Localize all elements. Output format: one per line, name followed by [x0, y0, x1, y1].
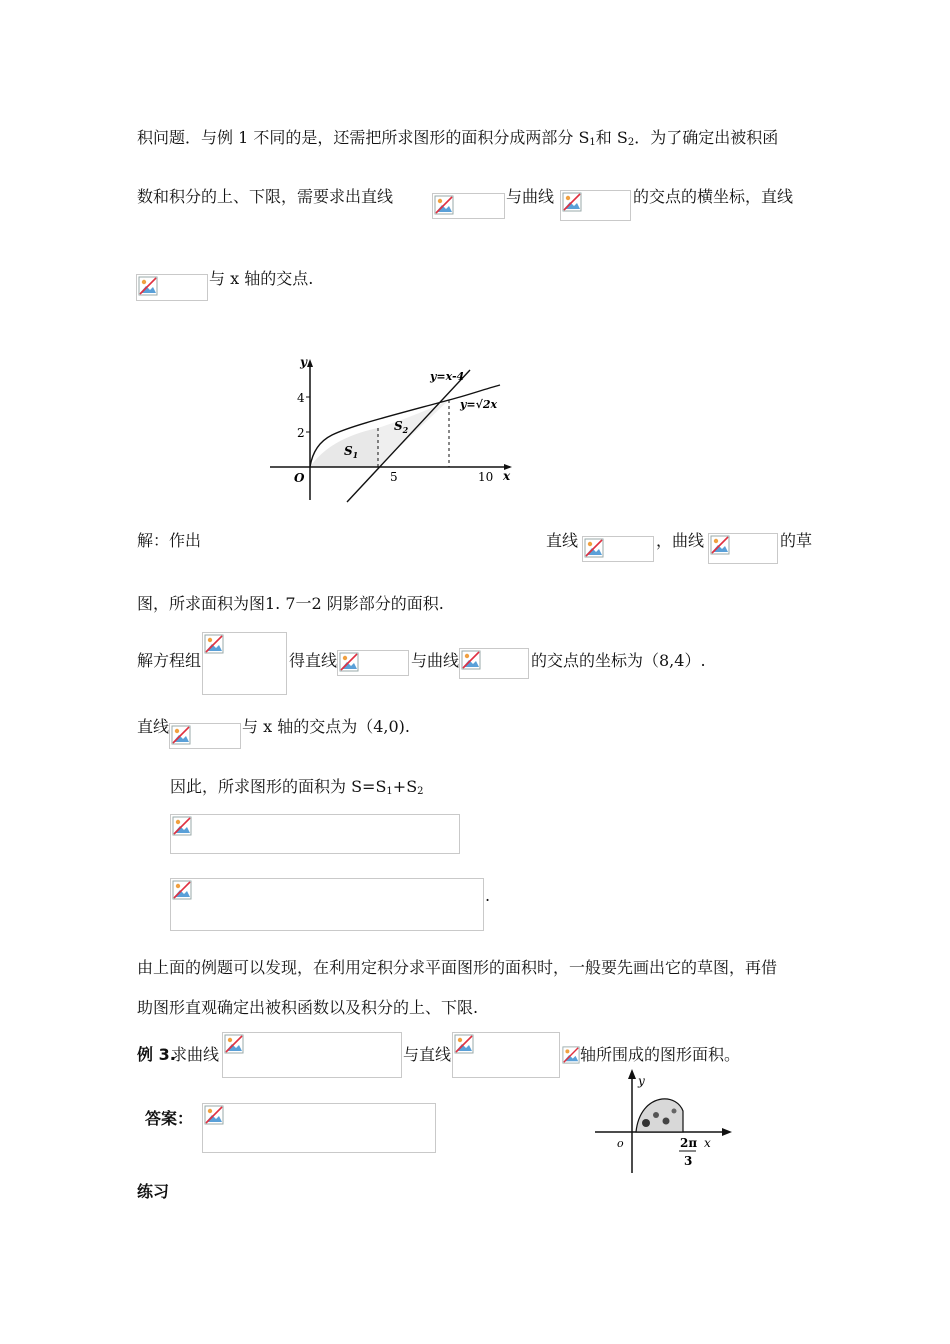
- solution-line1a: 解：作出: [137, 531, 202, 550]
- para1-line1: 积问题．与例 1 不同的是，还需把所求图形的面积分成两部分 $S_1$和 $S_2$．为了确定出被积函: [137, 128, 779, 148]
- conclusion-line1: 由上面的例题可以发现，在利用定积分求平面图形的面积时，一般要先画出它的草图，再借: [137, 958, 778, 977]
- formula-image-placeholder: [337, 650, 409, 676]
- example3-graph-figure: [590, 1065, 740, 1177]
- para1-line2a: 数和积分的上、下限，需要求出直线: [137, 187, 394, 206]
- broken-image-icon: [339, 652, 359, 672]
- region-texture: [663, 1118, 670, 1125]
- solution-line3d: 的交点的坐标为（8,4）.: [531, 651, 706, 670]
- integral-result-placeholder: [170, 878, 484, 931]
- formula-image-placeholder: [708, 533, 778, 564]
- area-graph-figure: [260, 350, 520, 510]
- solution-line1b: 直线: [546, 531, 579, 550]
- formula-image-placeholder: [136, 274, 208, 301]
- y-axis-arrow: [628, 1069, 636, 1079]
- broken-image-icon: [171, 725, 191, 745]
- tick-label-denominator: 3: [684, 1154, 693, 1168]
- solution-line4a: 直线: [137, 717, 170, 736]
- formula-image-placeholder: [452, 1032, 560, 1078]
- solution-line3b: 得直线: [289, 651, 338, 670]
- label-s2: $S_2$: [394, 419, 409, 435]
- example3-label: 例 3.: [137, 1045, 176, 1064]
- broken-image-icon: [710, 535, 730, 555]
- solution-line3a: 解方程组: [137, 651, 202, 670]
- tick-label-numerator: 2π: [680, 1136, 698, 1150]
- formula-image-placeholder: [169, 723, 241, 749]
- region-texture: [653, 1112, 659, 1118]
- y-axis-label: y: [638, 1074, 645, 1088]
- region-texture: [642, 1119, 650, 1127]
- tick-label-y4: 4: [297, 391, 305, 405]
- solution-line4b: 与 x 轴的交点为（4,0).: [242, 717, 410, 736]
- shaded-region: [636, 1099, 683, 1132]
- solution-period: .: [485, 886, 491, 905]
- solution-line2: 图，所求面积为图1. 7一2 阴影部分的面积.: [137, 594, 444, 613]
- broken-image-icon: [138, 276, 158, 296]
- tick-label-y2: 2: [297, 426, 305, 440]
- broken-image-icon: [461, 650, 481, 670]
- x-axis-arrow: [722, 1128, 732, 1136]
- formula-image-placeholder: [459, 648, 529, 679]
- region-texture: [672, 1109, 677, 1114]
- broken-image-icon: [204, 1105, 224, 1125]
- y-axis-arrow: [307, 359, 313, 367]
- answer-label: 答案：: [145, 1109, 194, 1128]
- para1-line2b: 与曲线: [506, 187, 555, 206]
- practice-heading: 练习: [137, 1182, 170, 1201]
- tick-label-x5: 5: [390, 470, 398, 484]
- broken-image-icon: [562, 192, 582, 212]
- broken-image-icon: [584, 538, 604, 558]
- label-s1: $S_1$: [344, 444, 359, 460]
- formula-image-placeholder: [582, 536, 654, 562]
- equation-system-placeholder: [202, 632, 287, 695]
- para1-line2c: 的交点的横坐标，直线: [633, 187, 794, 206]
- answer-formula-placeholder: [202, 1103, 436, 1153]
- example3-text-c: 轴所围成的图形面积。: [580, 1045, 741, 1064]
- broken-image-icon: [454, 1034, 474, 1054]
- example3-text-b: 与直线: [403, 1045, 452, 1064]
- x-axis-label: x: [704, 1136, 711, 1150]
- formula-image-placeholder: [222, 1032, 402, 1078]
- origin-label: o: [617, 1137, 624, 1150]
- tick-label-x10: 10: [478, 470, 494, 484]
- solution-line3c: 与曲线: [411, 651, 460, 670]
- x-axis-label: x: [503, 469, 511, 483]
- formula-image-placeholder: [560, 190, 631, 221]
- broken-image-icon: [172, 880, 192, 900]
- formula-image-placeholder: [432, 193, 505, 219]
- integral-formula-placeholder: [170, 814, 460, 854]
- broken-image-icon: [172, 816, 192, 836]
- y-axis-label: y: [300, 355, 307, 369]
- label-curve-eq: y=√2x: [460, 398, 498, 411]
- example3-text-a: 求曲线: [171, 1045, 220, 1064]
- solution-line5: 因此，所求图形的面积为 $S=S_1+S_2$: [170, 777, 424, 797]
- broken-image-icon: [204, 634, 224, 654]
- broken-image-icon: [434, 195, 454, 215]
- broken-image-icon: [224, 1034, 244, 1054]
- para1-line3: 与 x 轴的交点.: [209, 269, 314, 288]
- solution-line1d: 的草: [780, 531, 813, 550]
- conclusion-line2: 助图形直观确定出被积函数以及积分的上、下限.: [137, 998, 479, 1017]
- origin-label: O: [294, 471, 305, 485]
- solution-line1c: ，曲线: [656, 531, 705, 550]
- broken-image-icon: [562, 1046, 580, 1064]
- label-line-eq: y=x-4: [430, 370, 465, 383]
